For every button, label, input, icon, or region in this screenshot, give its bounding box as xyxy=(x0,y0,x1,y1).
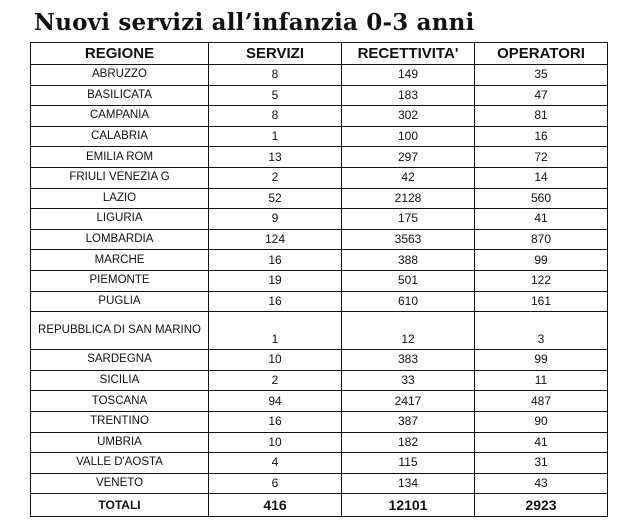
region-cell: TRENTINO xyxy=(31,411,209,432)
region-cell: MARCHE xyxy=(31,250,209,271)
region-cell: LOMBARDIA xyxy=(31,229,209,250)
region-cell: SICILIA xyxy=(31,370,209,391)
operatori-cell: 47 xyxy=(475,85,608,106)
operatori-cell: 81 xyxy=(475,106,608,127)
operatori-cell: 41 xyxy=(475,432,608,453)
table-row xyxy=(31,85,608,106)
recettivita-cell: 183 xyxy=(342,85,475,106)
servizi-cell: 16 xyxy=(209,250,342,271)
servizi-cell: 52 xyxy=(209,188,342,209)
region-cell: EMILIA ROM xyxy=(31,147,209,168)
operatori-cell: 16 xyxy=(475,126,608,147)
servizi-cell: 9 xyxy=(209,209,342,230)
region-cell: PIEMONTE xyxy=(31,270,209,291)
region-cell: CALABRIA xyxy=(31,126,209,147)
region-cell: PUGLIA xyxy=(31,291,209,312)
recettivita-cell: 297 xyxy=(342,147,475,168)
header-servizi: SERVIZI xyxy=(209,43,342,65)
operatori-cell: 3 xyxy=(475,312,608,350)
servizi-cell: 4 xyxy=(209,453,342,474)
servizi-cell: 8 xyxy=(209,106,342,127)
servizi-cell: 10 xyxy=(209,350,342,371)
recettivita-cell: 149 xyxy=(342,65,475,86)
operatori-cell: 560 xyxy=(475,188,608,209)
operatori-cell: 14 xyxy=(475,167,608,188)
servizi-cell: 6 xyxy=(209,473,342,494)
table-row xyxy=(31,147,608,168)
operatori-cell: 161 xyxy=(475,291,608,312)
servizi-cell: 5 xyxy=(209,85,342,106)
servizi-cell: 1 xyxy=(209,312,342,350)
region-cell: ABRUZZO xyxy=(31,65,209,86)
recettivita-cell: 501 xyxy=(342,270,475,291)
region-cell: TOSCANA xyxy=(31,391,209,412)
recettivita-cell: 100 xyxy=(342,126,475,147)
table-row xyxy=(31,370,608,391)
operatori-cell: 122 xyxy=(475,270,608,291)
table-row xyxy=(31,453,608,474)
table-row xyxy=(31,391,608,412)
region-cell: LIGURIA xyxy=(31,209,209,230)
table-header-row xyxy=(31,43,608,65)
region-cell: FRIULI VENEZIA G xyxy=(31,167,209,188)
operatori-cell: 72 xyxy=(475,147,608,168)
table-row xyxy=(31,291,608,312)
table-row xyxy=(31,473,608,494)
recettivita-cell: 33 xyxy=(342,370,475,391)
operatori-cell: 487 xyxy=(475,391,608,412)
operatori-cell: 41 xyxy=(475,209,608,230)
services-table xyxy=(30,42,608,517)
operatori-cell: 43 xyxy=(475,473,608,494)
table-row xyxy=(31,432,608,453)
recettivita-cell: 175 xyxy=(342,209,475,230)
table-row xyxy=(31,106,608,127)
table-row xyxy=(31,229,608,250)
servizi-cell: 2 xyxy=(209,167,342,188)
region-cell: VALLE D'AOSTA xyxy=(31,453,209,474)
servizi-cell: 16 xyxy=(209,291,342,312)
operatori-cell: 90 xyxy=(475,411,608,432)
header-recettivita: RECETTIVITA' xyxy=(342,43,475,65)
table-row xyxy=(31,167,608,188)
servizi-cell: 19 xyxy=(209,270,342,291)
operatori-cell: 99 xyxy=(475,250,608,271)
table-row xyxy=(31,126,608,147)
region-cell: REPUBBLICA DI SAN MARINO xyxy=(31,312,209,350)
servizi-cell: 13 xyxy=(209,147,342,168)
table-row xyxy=(31,65,608,86)
region-cell: BASILICATA xyxy=(31,85,209,106)
recettivita-cell: 115 xyxy=(342,453,475,474)
servizi-cell: 94 xyxy=(209,391,342,412)
region-cell: UMBRIA xyxy=(31,432,209,453)
recettivita-cell: 302 xyxy=(342,106,475,127)
table-row xyxy=(31,270,608,291)
servizi-cell: 8 xyxy=(209,65,342,86)
table-row xyxy=(31,312,608,350)
recettivita-cell: 388 xyxy=(342,250,475,271)
page-title: Nuovi servizi all’infanzia 0-3 anni xyxy=(34,9,475,36)
operatori-cell: 31 xyxy=(475,453,608,474)
totals-servizi: 416 xyxy=(209,494,342,517)
recettivita-cell: 182 xyxy=(342,432,475,453)
servizi-cell: 10 xyxy=(209,432,342,453)
region-cell: LAZIO xyxy=(31,188,209,209)
servizi-cell: 16 xyxy=(209,411,342,432)
region-cell: CAMPANIA xyxy=(31,106,209,127)
header-operatori: OPERATORI xyxy=(475,43,608,65)
recettivita-cell: 12 xyxy=(342,312,475,350)
operatori-cell: 870 xyxy=(475,229,608,250)
recettivita-cell: 2417 xyxy=(342,391,475,412)
servizi-cell: 2 xyxy=(209,370,342,391)
operatori-cell: 35 xyxy=(475,65,608,86)
servizi-cell: 1 xyxy=(209,126,342,147)
servizi-cell: 124 xyxy=(209,229,342,250)
table-row xyxy=(31,350,608,371)
recettivita-cell: 383 xyxy=(342,350,475,371)
totals-row xyxy=(31,494,608,517)
table-body xyxy=(31,65,608,494)
table-row xyxy=(31,188,608,209)
region-cell: SARDEGNA xyxy=(31,350,209,371)
region-cell: VENETO xyxy=(31,473,209,494)
recettivita-cell: 387 xyxy=(342,411,475,432)
table-row xyxy=(31,411,608,432)
operatori-cell: 11 xyxy=(475,370,608,391)
table-row xyxy=(31,250,608,271)
recettivita-cell: 2128 xyxy=(342,188,475,209)
recettivita-cell: 610 xyxy=(342,291,475,312)
totals-label: TOTALI xyxy=(31,494,209,517)
recettivita-cell: 3563 xyxy=(342,229,475,250)
table-row xyxy=(31,209,608,230)
totals-recettivita: 12101 xyxy=(342,494,475,517)
recettivita-cell: 42 xyxy=(342,167,475,188)
totals-operatori: 2923 xyxy=(475,494,608,517)
header-regione: REGIONE xyxy=(31,43,209,65)
operatori-cell: 99 xyxy=(475,350,608,371)
recettivita-cell: 134 xyxy=(342,473,475,494)
